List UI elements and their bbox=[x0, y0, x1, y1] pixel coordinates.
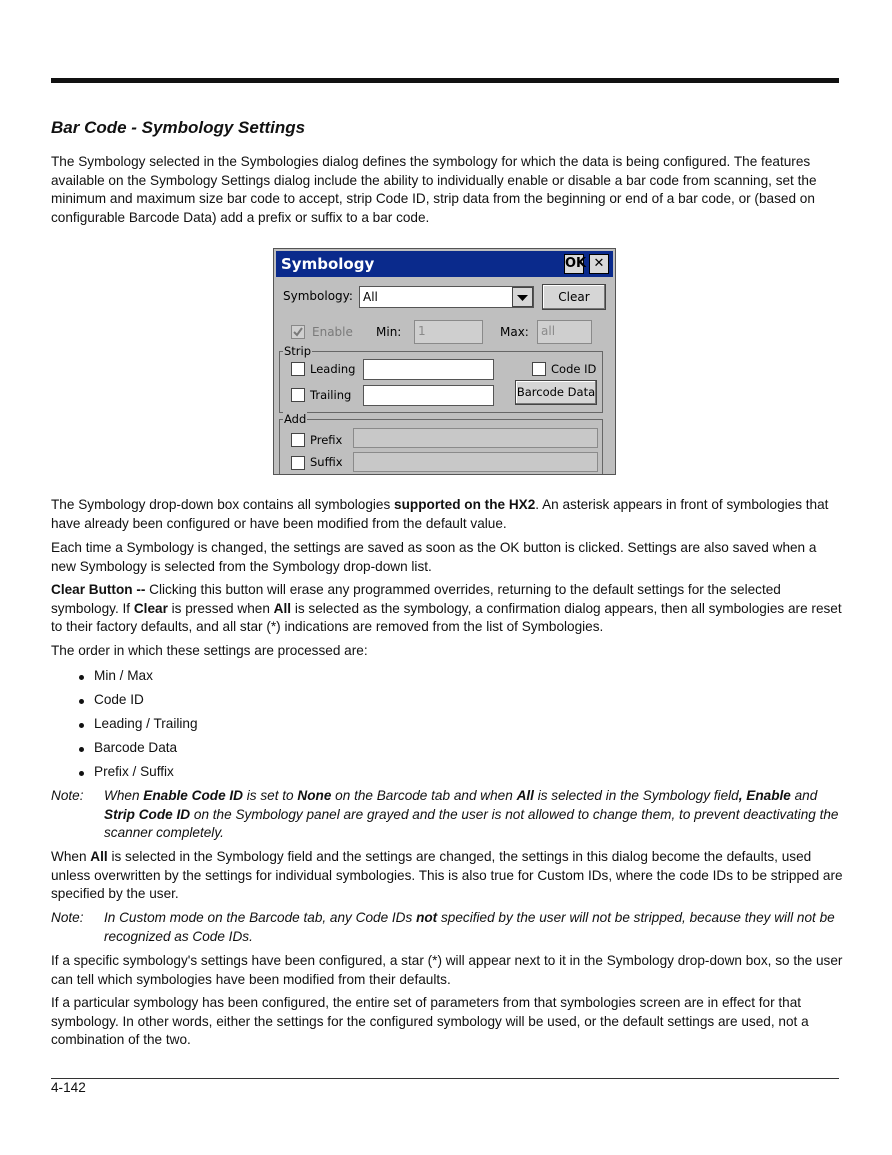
saved-paragraph: Each time a Symbology is changed, the settings are saved as soon as the OK button is clicked. Settings are also saved when a new Symbology is selected from the Symbology drop-down list. bbox=[51, 540, 817, 574]
suffix-label: Suffix bbox=[310, 455, 343, 469]
dropdown-text-b: supported on the HX2 bbox=[394, 497, 536, 512]
star-paragraph: If a specific symbology's settings have been configured, a star (*) will appear next to it in the Symbology drop-down box, so the user can tell which symbologies have been modified from their defaults. bbox=[51, 953, 843, 987]
page-title: Bar Code - Symbology Settings bbox=[51, 118, 306, 137]
list-item: Leading / Trailing bbox=[76, 713, 198, 737]
clear-text-f: is selected as the symbology, a confirmation dialog appears, then all symbologies are reset to their factory defaults, and all star (*) indications are removed from the list of Symbologies. bbox=[51, 600, 842, 635]
header-rule bbox=[51, 78, 839, 83]
max-field[interactable]: all bbox=[537, 320, 592, 344]
clear-paragraph bbox=[51, 581, 843, 637]
enable-label: Enable bbox=[312, 325, 353, 339]
note-label: Note: bbox=[51, 910, 84, 925]
dropdown-text-c: . An asterisk appears in front of symbologies that have already been configured or have been modified from the default value. bbox=[51, 497, 829, 531]
clear-text-b: Clicking this button will erase any programmed overrides, returning to the default settings for the selected symbology. If bbox=[51, 582, 781, 616]
leading-field[interactable] bbox=[363, 359, 494, 380]
enable-checkbox[interactable] bbox=[291, 325, 305, 339]
clear-text-a: Clear Button -- bbox=[51, 582, 146, 597]
symbology-label: Symbology: bbox=[283, 289, 353, 303]
symbology-dropdown[interactable] bbox=[359, 286, 534, 308]
dropdown-text-a: The Symbology drop-down box contains all symbologies bbox=[51, 497, 395, 512]
suffix-field[interactable] bbox=[353, 452, 598, 472]
dropdown-paragraph bbox=[51, 496, 843, 533]
clear-button[interactable]: Clear bbox=[542, 284, 606, 310]
note-enable-code-id bbox=[51, 787, 841, 843]
prefix-checkbox[interactable] bbox=[291, 433, 305, 447]
trailing-label: Trailing bbox=[310, 388, 352, 402]
add-group-title: Add bbox=[284, 412, 307, 426]
symbology-dropdown-value: All bbox=[363, 290, 378, 304]
note-body: When Enable Code ID is set to None on the Barcode tab and when All is selected in the Symbology field, Enable and Strip Code ID on the Symbology panel are grayed and the user is not allowed to change them, to prevent deactivating the scanner completely. bbox=[104, 788, 839, 841]
close-icon[interactable]: ✕ bbox=[589, 254, 609, 274]
clear-text-e: All bbox=[273, 600, 292, 616]
code-id-label: Code ID bbox=[551, 362, 597, 376]
order-paragraph: The order in which these settings are processed are: bbox=[51, 643, 368, 658]
dialog-title-bar bbox=[276, 251, 613, 277]
intro-paragraph: The Symbology selected in the Symbologies dialog defines the symbology for which the data is being configured. The features available on the Symbology Settings dialog include the ability to individually enable or disable a bar code from scanning, set the minimum and maximum size bar code to accept, strip Code ID, strip data from the beginning or end of a bar code, or (based on configurable Barcode Data) add a prefix or suffix to a bar code. bbox=[51, 154, 817, 225]
max-label: Max: bbox=[500, 325, 529, 339]
clear-text-c: Clear bbox=[133, 600, 168, 616]
particular-paragraph: If a particular symbology has been configured, the entire set of parameters from that symbologies screen are in effect for that symbology. In other words, either the settings for the configured symbology will be used, or the default settings are used, not a combination of the two. bbox=[51, 995, 809, 1048]
clear-text-d: is pressed when bbox=[167, 600, 274, 616]
trailing-checkbox[interactable] bbox=[291, 388, 305, 402]
dialog-title: Symbology bbox=[281, 255, 375, 273]
when-all-paragraph: When All is selected in the Symbology field and the settings are changed, the settings in this dialog become the defaults, used unless overwritten by the settings for individual symbologies. This is also true for Custom IDs, where the code IDs to be stripped are specified by the user. bbox=[51, 849, 843, 902]
min-label: Min: bbox=[376, 325, 402, 339]
note-label: Note: bbox=[51, 788, 84, 803]
trailing-field[interactable] bbox=[363, 385, 494, 406]
list-item: Min / Max bbox=[76, 665, 198, 689]
code-id-checkbox[interactable] bbox=[532, 362, 546, 376]
min-field[interactable]: 1 bbox=[414, 320, 483, 344]
list-item: Barcode Data bbox=[76, 737, 198, 761]
prefix-label: Prefix bbox=[310, 433, 343, 447]
suffix-checkbox[interactable] bbox=[291, 456, 305, 470]
note-body: In Custom mode on the Barcode tab, any Code IDs not specified by the user will not be stripped, because they will not be recognized as Code IDs. bbox=[104, 910, 835, 944]
barcode-data-button[interactable]: Barcode Data bbox=[515, 380, 597, 405]
leading-label: Leading bbox=[310, 362, 356, 376]
chevron-down-icon[interactable] bbox=[512, 287, 533, 307]
list-item: Prefix / Suffix bbox=[76, 761, 198, 785]
symbology-dialog-screenshot bbox=[273, 248, 616, 475]
leading-checkbox[interactable] bbox=[291, 362, 305, 376]
prefix-field[interactable] bbox=[353, 428, 598, 448]
list-item: Code ID bbox=[76, 689, 198, 713]
strip-group-title: Strip bbox=[284, 344, 312, 358]
order-list bbox=[76, 665, 198, 785]
footer-rule bbox=[51, 1078, 839, 1079]
note-custom-mode bbox=[51, 909, 841, 946]
ok-button[interactable]: OK bbox=[564, 254, 584, 274]
page-number: 4-142 bbox=[51, 1080, 86, 1095]
